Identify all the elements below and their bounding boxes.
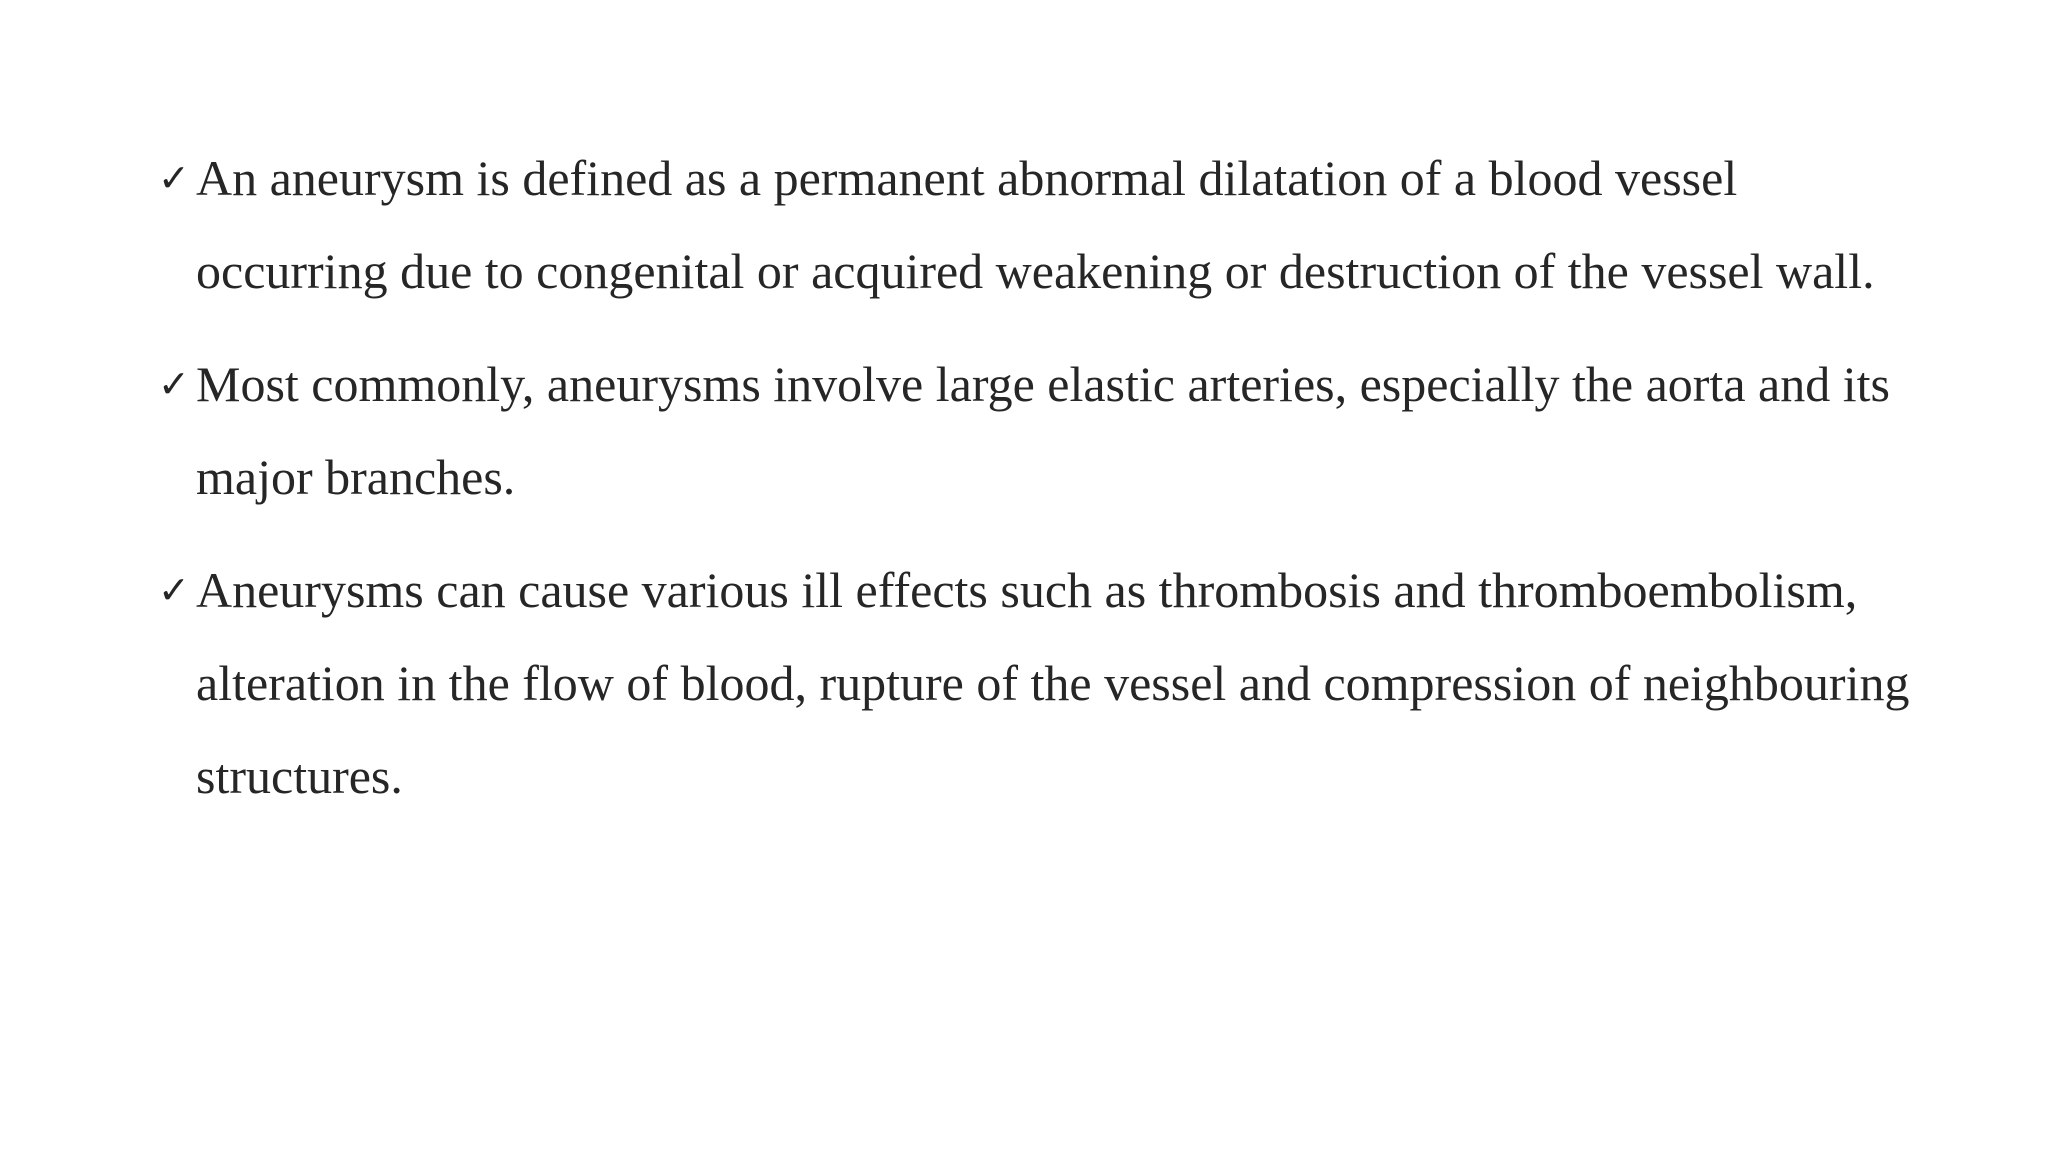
check-icon: ✓ (158, 156, 190, 200)
check-icon: ✓ (158, 568, 190, 612)
bullet-text-2: Most commonly, aneurysms involve large elastic arteries, especially the aorta and its major branches. (196, 356, 1890, 505)
bullet-text-1: An aneurysm is defined as a permanent abnormal dilatation of a blood vessel occurring due to congenital or acquired weakening or destruction of the vessel wall. (196, 150, 1875, 299)
bullet-list (158, 132, 1918, 843)
bullet-item-3 (158, 544, 1918, 823)
bullet-item-2 (158, 338, 1918, 524)
bullet-item-1 (158, 132, 1918, 318)
check-icon: ✓ (158, 362, 190, 406)
bullet-text-3: Aneurysms can cause various ill effects such as thrombosis and thromboembolism, alteration in the flow of blood, rupture of the vessel and compression of neighbouring structures. (196, 562, 1910, 804)
